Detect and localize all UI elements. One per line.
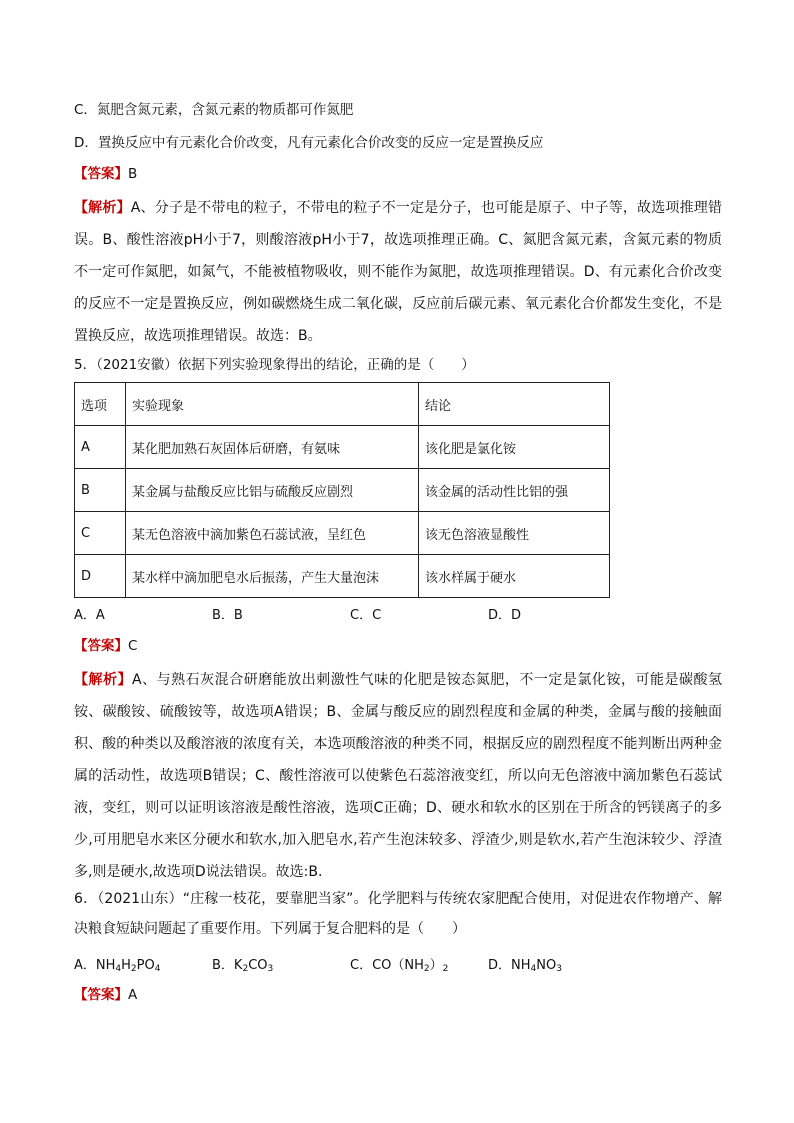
q5-analysis — [74, 664, 722, 888]
q5-options — [74, 604, 521, 623]
table-cell: B — [75, 469, 126, 512]
analysis-text: A、与熟石灰混合研磨能放出刺激性气味的化肥是铵态氮肥，不一定是氯化铵，可能是碳酸氢铵、碳酸铵、硫酸铵等，故选项A错误；B、金属与酸反应的剧烈程度和金属的种类，金属与酸的接触面积、酸的种类以及酸溶液的浓度有关，本选项酸溶液的种类不同，根据反应的剧烈程度不能判断出两种金属的活动性，故选项B错误；C、酸性溶液可以使紫色石蕊溶液变红，所以向无色溶液中滴加紫色石蕊试液，变红，则可以证明该溶液是酸性溶液，选项C正确；D、硬水和软水的区别在于所含的钙镁离子的多少,可用肥皂水来区分硬水和软水,加入肥皂水,若产生泡沫较多、浮渣少,则是软水,若产生泡沫较少、浮渣多,则是硬水,故选项D说法错误。故选:B. — [74, 672, 723, 880]
table-cell: 该水样属于硬水 — [419, 555, 610, 598]
answer-label: 【答案】 — [74, 166, 128, 182]
answer-value: B — [128, 166, 138, 182]
table-row — [75, 469, 610, 512]
q4-option-d: D．置换反应中有元素化合价改变，凡有元素化合价改变的反应一定是置换反应 — [74, 135, 544, 151]
option-b: B．B — [212, 608, 243, 623]
q4-analysis — [74, 192, 722, 352]
q4-option-c: C．氮肥含氮元素，含氮元素的物质都可作氮肥 — [74, 102, 354, 118]
table-row — [75, 426, 610, 469]
table-cell: C — [75, 512, 126, 555]
table-cell: 某水样中滴加肥皂水后振荡，产生大量泡沫 — [126, 555, 419, 598]
option-c: C．C — [350, 608, 382, 623]
answer-label: 【答案】 — [74, 638, 128, 654]
table-header-cell: 选项 — [75, 383, 126, 426]
answer-label: 【答案】 — [74, 987, 128, 1003]
option-d: D．D — [488, 608, 522, 623]
table-cell: 该化肥是氯化铵 — [419, 426, 610, 469]
option-a: A．$NH_4H_2PO_4$ — [74, 958, 161, 974]
table-cell: 该金属的活动性比铝的强 — [419, 469, 610, 512]
q6-stem: 6．（2021山东）“庄稼一枝花，要靠肥当家”。化学肥料与传统农家肥配合使用，对促进农作物增产、解决粮食短缺问题起了重要作用。下列属于复合肥料的是（ ） — [74, 891, 722, 937]
q5-table — [74, 382, 610, 598]
analysis-text: A、分子是不带电的粒子，不带电的粒子不一定是分子，也可能是原子、中子等，故选项推理错误。B、酸性溶液pH小于7，则酸溶液pH小于7，故选项推理正确。C、氮肥含氮元素，含氮元素的物质不一定可作氮肥，如氮气，不能被植物吸收，则不能作为氮肥，故选项推理错误。D、有元素化合价改变的反应不一定是置换反应，例如碳燃烧生成二氧化碳，反应前后碳元素、氧元素化合价都发生变化，不是置换反应，故选项推理错误。故选：B。 — [74, 200, 722, 344]
analysis-label: 【解析】 — [74, 672, 133, 688]
answer-value: A — [128, 987, 138, 1003]
table-cell: 某无色溶液中滴加紫色石蕊试液，呈红色 — [126, 512, 419, 555]
table-cell: 某化肥加熟石灰固体后研磨，有氨味 — [126, 426, 419, 469]
option-d: D．$NH_4NO_3$ — [488, 958, 562, 974]
option-a: A．A — [74, 608, 105, 623]
table-row — [75, 512, 610, 555]
q5-answer — [74, 636, 137, 656]
table-cell: D — [75, 555, 126, 598]
table-cell: 某金属与盐酸反应比铝与硫酸反应剧烈 — [126, 469, 419, 512]
table-row — [75, 555, 610, 598]
q5-stem: 5．（2021安徽）依据下列实验现象得出的结论，正确的是（ ） — [74, 357, 475, 373]
q6-options — [74, 954, 562, 974]
option-c: C．$CO(NH_2)_2$ — [350, 958, 449, 974]
analysis-label: 【解析】 — [74, 200, 131, 216]
q6-answer — [74, 985, 137, 1005]
table-cell: 该无色溶液显酸性 — [419, 512, 610, 555]
table-header-cell: 结论 — [419, 383, 610, 426]
answer-value: C — [128, 638, 138, 654]
table-header-cell: 实验现象 — [126, 383, 419, 426]
q4-answer — [74, 164, 137, 184]
table-header-row — [75, 383, 610, 426]
option-b: B．$K_2CO_3$ — [212, 958, 274, 974]
table-cell: A — [75, 426, 126, 469]
